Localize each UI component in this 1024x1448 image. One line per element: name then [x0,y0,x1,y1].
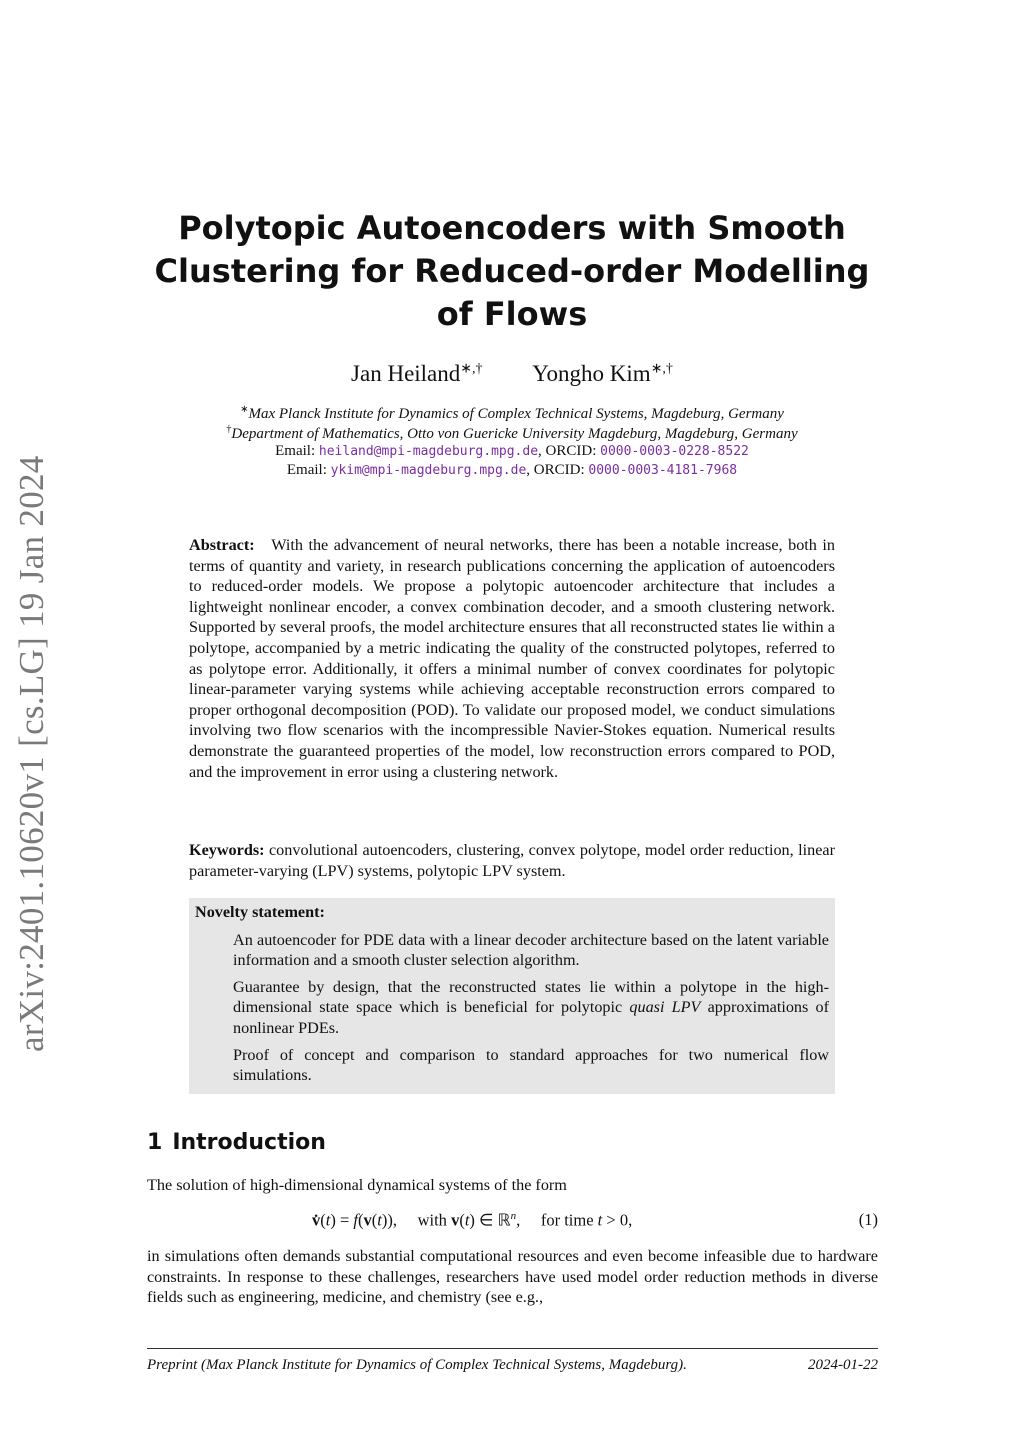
novelty-item-3: Proof of concept and comparison to standard approaches for two numerical flow simulations. [233,1045,829,1085]
novelty-item-2-emphasis: quasi LPV [629,998,701,1017]
paper-title: Polytopic Autoencoders with Smooth Clustering for Reduced-order Modelling of Flows [154,209,870,333]
keywords-label: Keywords: [189,841,265,859]
intro-paragraph-1: The solution of high-dimensional dynamical systems of the form [147,1176,567,1194]
section-title: Introduction [172,1130,326,1155]
author-name: Jan Heiland [351,360,461,386]
intro-paragraph-2: in simulations often demands substantial computational resources and even become infeasible due to hardware constraints. In response to these challenges, researchers have used model order reduction methods in diverse fields such as engineering, medicine, and chemistry (see e.g., [147,1247,878,1307]
footer-divider [147,1348,878,1349]
arxiv-stamp: arXiv:2401.10620v1 [cs.LG] 19 Jan 2024 [12,455,51,1052]
novelty-title: Novelty statement: [195,903,325,921]
contact-line-1 [150,443,874,460]
orcid-label: , ORCID: [526,462,585,478]
abstract-text: With the advancement of neural networks, there has been a notable increase, both in terms of quantity and variety, in research publications concerning the application of autoencoders to reduced-order models. We propose a polytopic autoencoder architecture that includes a lightweight nonlinear encoder, a convex combination decoder, and a smooth clustering network. Supported by several proofs, the model architecture ensures that all reconstructed states lie within a polytope, accompanied by a metric indicating the quality of the constructed polytopes, referred to as polytope error. Additionally, it offers a minimal number of convex coordinates for polytopic linear-parameter varying systems while achieving acceptable reconstruction errors compared to proper orthogonal decomposition (POD). To validate our proposed model, we conduct simulations involving two flow scenarios with the incompressible Navier-Stokes equation. Numerical results demonstrate the guaranteed properties of the model, low reconstruction errors compared to POD, and the improvement in error using a clustering network. [189,536,835,781]
footer-date: 2024-01-22 [808,1357,878,1373]
keywords-text: convolutional autoencoders, clustering, convex polytope, model order reduction, linear parameter-varying (LPV) systems, polytopic LPV system. [189,841,835,880]
novelty-item-2 [233,977,829,1039]
contact-line-2 [150,462,874,479]
equation-body: v̇(t) = f(v(t)), with v(t) ∈ ℝ$^n$, for time t > 0, [312,1210,633,1230]
novelty-statement-box [189,898,835,1094]
author-1 [351,361,482,386]
equation-number: (1) [858,1210,878,1229]
orcid-link[interactable]: 0000-0003-4181-7968 [588,463,738,478]
author-marks: ∗,† [460,361,483,376]
novelty-item-2-post: approximations of nonlinear PDEs. [233,998,829,1037]
affiliation-text: Max Planck Institute for Dynamics of Complex Technical Systems, Magdeburg, Germany [248,406,784,422]
author-2 [532,361,673,386]
orcid-link[interactable]: 0000-0003-0228-8522 [600,444,749,459]
equation-1 [147,1210,878,1234]
equation-with: with [417,1210,447,1230]
novelty-item-2-pre: Guarantee by design, that the reconstructed states lie within a polytope in the high-dimensional state space which is beneficial for polytopic [233,977,829,1017]
email-link[interactable]: ykim@mpi-magdeburg.mpg.de [330,463,527,478]
abstract-label: Abstract: [189,536,255,554]
section-number: 1 [147,1130,163,1155]
author-list [150,360,874,387]
author-marks: ∗,† [650,361,673,376]
novelty-item-1: An autoencoder for PDE data with a linear decoder architecture based on the latent variable information and a smooth cluster selection algorithm. [233,930,829,970]
affiliation-mark: ∗ [240,404,249,415]
section-heading [147,1130,326,1155]
footer-preprint-note: Preprint (Max Planck Institute for Dynamics of Complex Technical Systems, Magdeburg). [147,1357,687,1373]
affiliation-mark: † [226,424,232,435]
email-label: Email: [286,462,327,478]
affiliation-2 [150,424,874,443]
author-name: Yongho Kim [532,360,651,386]
equation-for-time: for time [540,1210,594,1230]
email-label: Email: [275,443,316,459]
orcid-label: , ORCID: [538,443,597,459]
affiliation-1 [150,404,874,423]
keywords [189,840,835,881]
email-link[interactable]: heiland@mpi-magdeburg.mpg.de [318,444,539,459]
affiliation-text: Department of Mathematics, Otto von Guericke University Magdeburg, Magdeburg, Germany [231,426,798,442]
abstract [189,535,835,782]
